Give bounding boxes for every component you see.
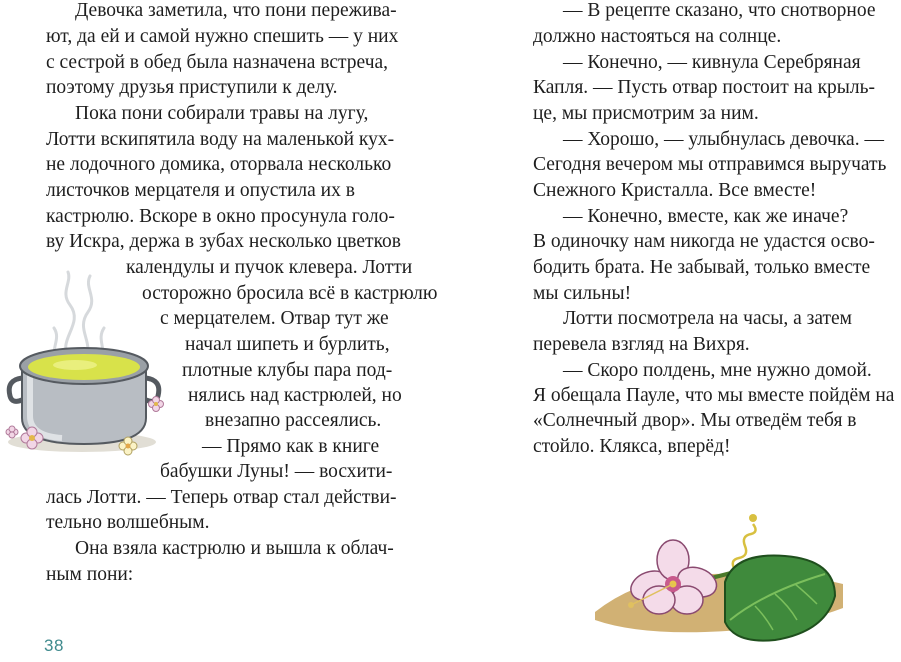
text-line: листочков мерцателя и опустила их в: [46, 180, 355, 201]
text-line: ют, да ей и самой нужно спешить — у них: [46, 26, 399, 47]
leaf-icon: [725, 556, 835, 641]
text-line: внезапно рассеялись.: [205, 410, 382, 431]
text-line: — Хорошо, — улыбнулась девочка. —: [563, 129, 884, 150]
text-line: — Конечно, вместе, как же иначе?: [563, 206, 849, 227]
text-line: не лодочного домика, оторвала несколько: [46, 154, 392, 175]
text-line: перевела взгляд на Вихря.: [533, 334, 750, 355]
text-line: должно настояться на солнце.: [533, 26, 782, 47]
text-line: Она взяла кастрюлю и вышла к облач-: [75, 538, 394, 559]
text-line: — Прямо как в книге: [202, 436, 380, 457]
text-line: Лотти посмотрела на часы, а затем: [563, 308, 853, 329]
text-line: поэтому друзья приступили к делу.: [46, 77, 338, 98]
text-line: календулы и пучок клевера. Лотти: [126, 257, 413, 278]
flower-leaf-illustration: [585, 512, 850, 657]
text-line: — Скоро полдень, мне нужно домой.: [563, 360, 872, 381]
text-line: с мерцателем. Отвар тут же: [160, 308, 389, 329]
text-line: В одиночку нам никогда не удастся осво-: [533, 231, 875, 252]
text-line: — Конечно, — кивнула Серебряная: [563, 52, 861, 73]
text-line: нялись над кастрюлей, но: [188, 385, 402, 406]
page-number: 38: [44, 636, 64, 655]
text-line: Девочка заметила, что пони пережива-: [75, 0, 397, 21]
text-line: тельно волшебным.: [46, 512, 210, 533]
text-line: Снежного Кристалла. Все вместе!: [533, 180, 817, 201]
text-line: мы сильны!: [533, 283, 632, 304]
text-line: ву Искра, держа в зубах несколько цветков: [46, 231, 402, 252]
text-line: кастрюлю. Вскоре в окно просунула голо-: [46, 206, 395, 227]
text-line: начал шипеть и бурлить,: [185, 334, 390, 355]
text-line: плотные клубы пара под-: [182, 360, 393, 381]
text-line: с сестрой в обед была назначена встреча,: [46, 52, 389, 73]
text-line: Сегодня вечером мы отправимся выручать: [533, 154, 887, 175]
text-line: Капля. — Пусть отвар постоит на крыль-: [533, 77, 876, 98]
text-line: — В рецепте сказано, что снотворное: [563, 0, 876, 21]
text-line: стойло. Клякса, вперёд!: [533, 436, 731, 457]
text-line: лась Лотти. — Теперь отвар стал действи-: [46, 487, 397, 508]
text-line: бабушки Луны! — восхити-: [160, 461, 393, 482]
text-line: бодить брата. Не забывай, только вместе: [533, 257, 871, 278]
cooking-pot-illustration: [0, 270, 175, 465]
text-line: Я обещала Пауле, что мы вместе пойдём на: [533, 385, 895, 406]
text-line: ным пони:: [46, 564, 134, 585]
text-line: це, мы присмотрим за ним.: [533, 103, 759, 124]
text-line: Лотти вскипятила воду на маленькой кух-: [46, 129, 395, 150]
text-line: «Солнечный двор». Мы отведём тебя в: [533, 410, 857, 431]
text-line: Пока пони собирали травы на лугу,: [75, 103, 369, 124]
text-line: осторожно бросила всё в кастрюлю: [142, 283, 438, 304]
